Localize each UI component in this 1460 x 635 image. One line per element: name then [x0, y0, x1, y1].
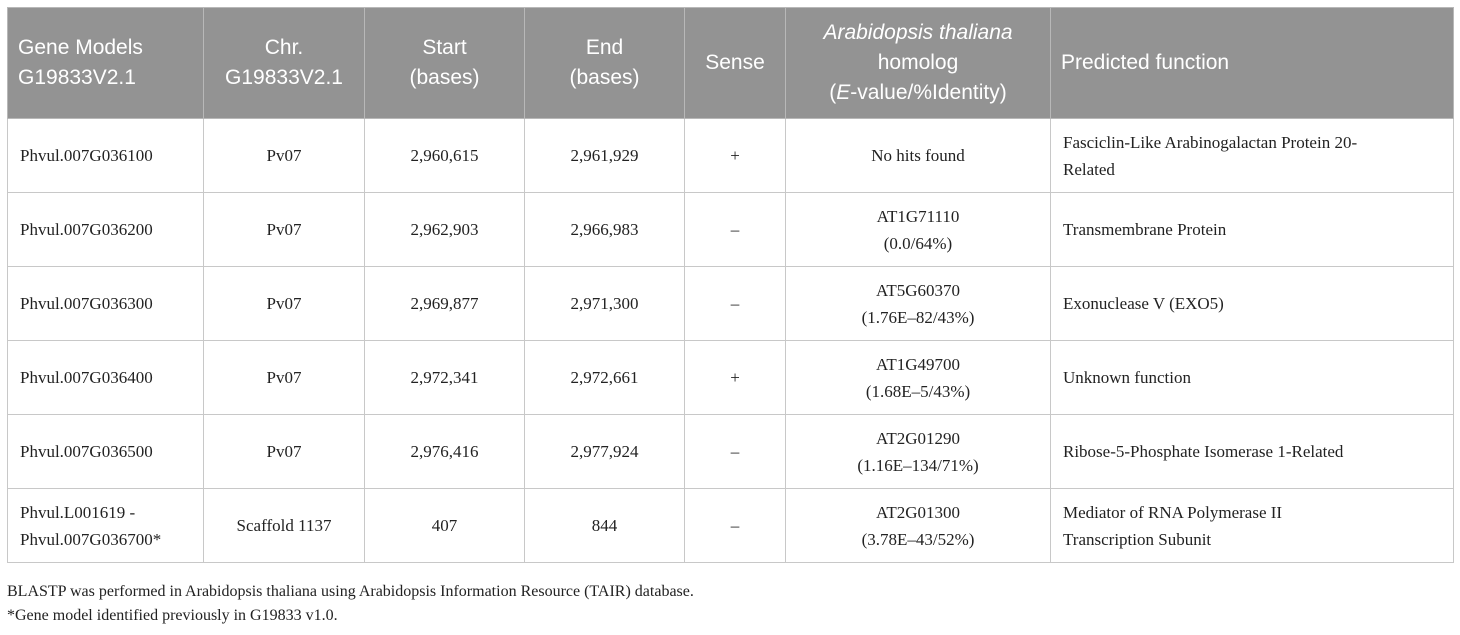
predicted-function-cell: Transmembrane Protein — [1051, 193, 1454, 267]
gene-models-table — [7, 7, 1454, 563]
footnote-blastp: BLASTP was performed in Arabidopsis thaliana using Arabidopsis Information Resource (TAIR) database. — [7, 583, 694, 600]
end-cell: 844 — [525, 489, 685, 563]
homolog-cell: AT1G71110 (0.0/64%) — [786, 193, 1051, 267]
header-homolog: Arabidopsis thaliana homolog (E-value/%Identity) — [786, 8, 1051, 119]
table-row — [8, 267, 1454, 341]
start-cell: 2,960,615 — [365, 119, 525, 193]
end-cell: 2,971,300 — [525, 267, 685, 341]
table-row — [8, 489, 1454, 563]
start-cell: 2,962,903 — [365, 193, 525, 267]
chromosome-cell: Pv07 — [204, 193, 365, 267]
table-row — [8, 193, 1454, 267]
homolog-cell: AT2G01300 (3.78E–43/52%) — [786, 489, 1051, 563]
table-row — [8, 119, 1454, 193]
footnote-gene-model: *Gene model identified previously in G19833 v1.0. — [7, 607, 338, 624]
header-gene-models: Gene Models G19833V2.1 — [8, 8, 204, 119]
gene-model-cell: Phvul.007G036300 — [8, 267, 204, 341]
sense-cell: – — [685, 489, 786, 563]
start-cell: 2,976,416 — [365, 415, 525, 489]
homolog-cell: AT2G01290 (1.16E–134/71%) — [786, 415, 1051, 489]
table-header-row — [8, 8, 1454, 119]
start-cell: 407 — [365, 489, 525, 563]
end-cell: 2,961,929 — [525, 119, 685, 193]
end-cell: 2,977,924 — [525, 415, 685, 489]
chromosome-cell: Pv07 — [204, 119, 365, 193]
gene-model-cell: Phvul.007G036500 — [8, 415, 204, 489]
homolog-cell: AT5G60370 (1.76E–82/43%) — [786, 267, 1051, 341]
header-sense: Sense — [685, 8, 786, 119]
start-cell: 2,969,877 — [365, 267, 525, 341]
start-cell: 2,972,341 — [365, 341, 525, 415]
header-chr: Chr. G19833V2.1 — [204, 8, 365, 119]
chromosome-cell: Pv07 — [204, 415, 365, 489]
gene-model-cell: Phvul.007G036100 — [8, 119, 204, 193]
homolog-cell: AT1G49700 (1.68E–5/43%) — [786, 341, 1051, 415]
predicted-function-cell: Exonuclease V (EXO5) — [1051, 267, 1454, 341]
end-cell: 2,972,661 — [525, 341, 685, 415]
chromosome-cell: Pv07 — [204, 341, 365, 415]
sense-cell: – — [685, 415, 786, 489]
homolog-cell: No hits found — [786, 119, 1051, 193]
table-row — [8, 341, 1454, 415]
sense-cell: + — [685, 119, 786, 193]
predicted-function-cell: Mediator of RNA Polymerase II Transcription Subunit — [1051, 489, 1454, 563]
chromosome-cell: Pv07 — [204, 267, 365, 341]
predicted-function-cell: Unknown function — [1051, 341, 1454, 415]
chromosome-cell: Scaffold 1137 — [204, 489, 365, 563]
gene-model-cell: Phvul.007G036200 — [8, 193, 204, 267]
predicted-function-cell: Fasciclin-Like Arabinogalactan Protein 20- Related — [1051, 119, 1454, 193]
end-cell: 2,966,983 — [525, 193, 685, 267]
sense-cell: + — [685, 341, 786, 415]
table-footnotes — [7, 580, 694, 628]
header-start: Start (bases) — [365, 8, 525, 119]
gene-model-cell: Phvul.L001619 - Phvul.007G036700* — [8, 489, 204, 563]
gene-model-cell: Phvul.007G036400 — [8, 341, 204, 415]
header-end: End (bases) — [525, 8, 685, 119]
sense-cell: – — [685, 267, 786, 341]
sense-cell: – — [685, 193, 786, 267]
table-row — [8, 415, 1454, 489]
predicted-function-cell: Ribose-5-Phosphate Isomerase 1-Related — [1051, 415, 1454, 489]
gene-table-container — [7, 7, 1453, 563]
header-predicted-function: Predicted function — [1051, 8, 1454, 119]
